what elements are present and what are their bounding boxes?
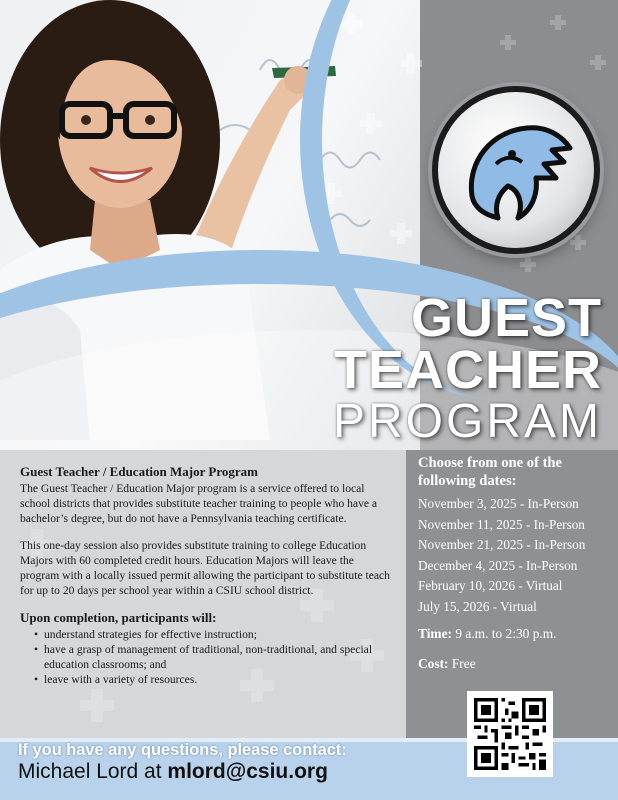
session-time [418,626,557,642]
program-description: The Guest Teacher / Education Major program is a service offered to local school districts that provides substitute teacher training to people who have a bachelor’s degree, but do not have a Pennsylvania teaching certificate. [20,482,378,525]
time-label: Time: [418,626,452,641]
date-item: July 15, 2026 - Virtual [418,598,537,614]
headline-teacher: TEACHER [333,340,602,400]
date-item: November 11, 2025 - In-Person [418,516,585,532]
contact-prompt: If you have any questions, please contact: [18,741,347,759]
date-item: February 10, 2026 - Virtual [418,578,563,594]
education-majors-description: This one-day session also provides substitute training to college Education Majors with 60 completed credit hours. Education Majors will leave the program with a locally issued permit allowing the participant to substitute teach for up to 20 days per school year within a CSIU school district. [20,539,390,597]
program-intro [20,464,396,687]
program-headline [332,288,602,448]
outcome-item: • have a grasp of management of traditional, non-traditional, and special education classrooms; and [36,642,396,672]
cost-label: Cost: [418,656,449,671]
qr-code-icon[interactable] [470,694,550,774]
contact-line [18,760,328,784]
session-cost [418,656,476,672]
completion-heading: Upon completion, participants will: [20,610,217,625]
dates-title: Choose from one of the following dates: [418,455,563,489]
contact-email-link[interactable]: mlord@csiu.org [167,760,328,783]
dates-list [418,494,585,618]
contact-name: Michael Lord at [18,760,162,783]
cost-value: Free [451,656,476,671]
program-description-panel [0,450,406,738]
date-item: December 4, 2025 - In-Person [418,557,578,573]
outcome-item: • leave with a variety of resources. [36,672,396,687]
dragon-logo-icon [432,86,600,254]
program-heading: Guest Teacher / Education Major Program [20,464,258,479]
time-value: 9 a.m. to 2:30 p.m. [455,626,557,641]
date-item: November 3, 2025 - In-Person [418,496,579,511]
headline-program: PROGRAM [332,395,602,448]
headline-guest: GUEST [410,288,602,348]
outcomes-list [20,627,396,687]
date-item: November 21, 2025 - In-Person [418,537,586,553]
outcome-item: • understand strategies for effective instruction; [36,627,396,642]
